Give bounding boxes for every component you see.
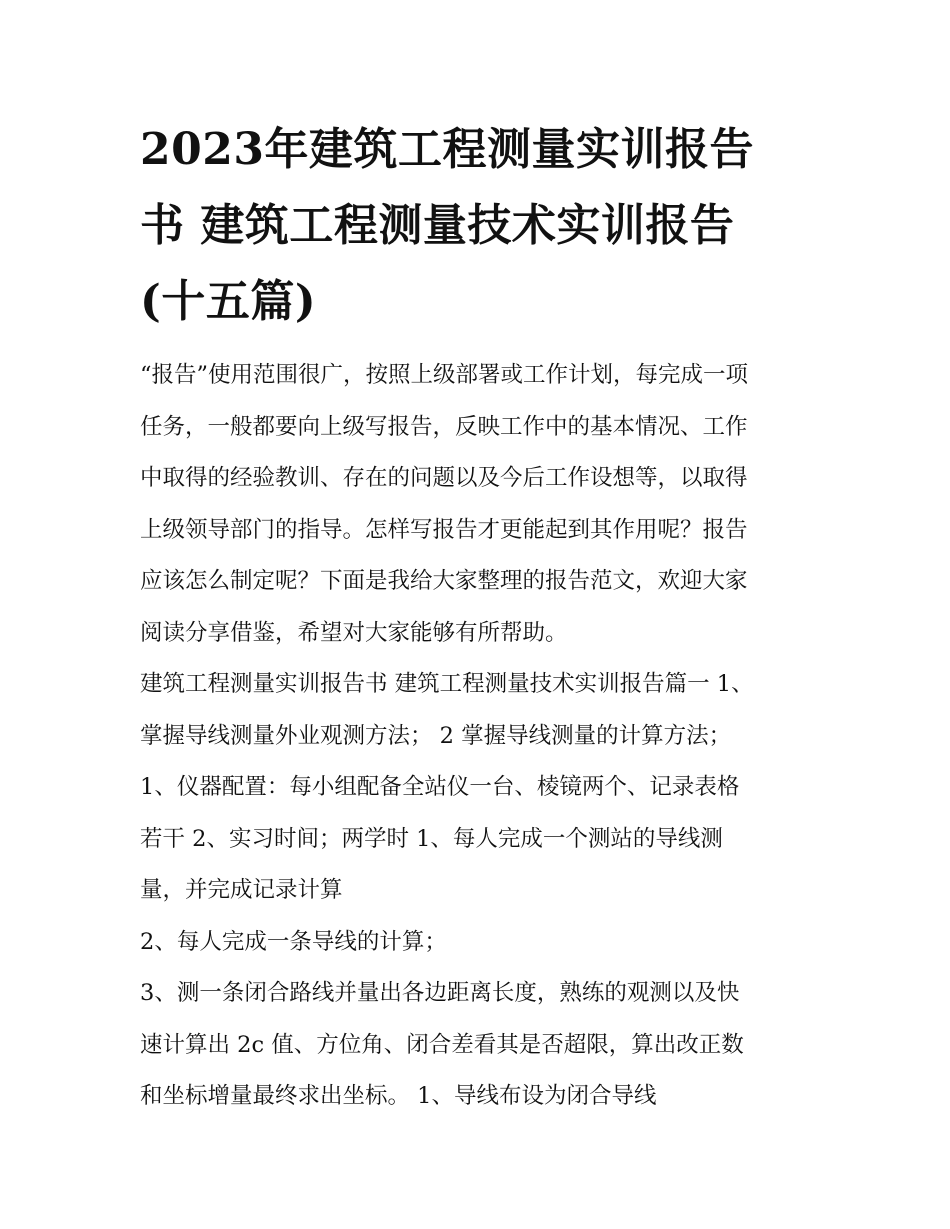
objectives-paragraph: [140, 659, 820, 762]
text-line: 和坐标增量最终求出坐标。 1、导线布设为闭合导线: [140, 1083, 657, 1109]
text-line: 任务，一般都要向上级写报告，反映工作中的基本情况、工作: [140, 413, 748, 440]
text-line: 阅读分享借鉴，希望对大家能够有所帮助。: [140, 619, 568, 646]
text-line: 3、测一条闭合路线并量出各边距离长度，熟练的观测以及快: [140, 980, 740, 1006]
text-line: 建筑工程测量实训报告书 建筑工程测量技术实训报告篇一 1、: [140, 671, 754, 697]
text-line: 1、仪器配置：每小组配备全站仪一台、棱镜两个、记录表格: [140, 774, 740, 800]
text-line: 2、每人完成一条导线的计算；: [140, 928, 447, 955]
text-line: 量，并完成记录计算: [140, 877, 343, 903]
text-line: 速计算出 2c 值、方位角、闭合差看其是否超限，算出改正数: [140, 1031, 744, 1058]
title-line: 书 建筑工程测量技术实训报告: [140, 200, 735, 251]
document-page: [140, 112, 820, 1123]
text-line: “报告”使用范围很广，按照上级部署或工作计划，每完成一项: [140, 362, 749, 388]
title-line: (十五篇): [140, 276, 317, 327]
task-3-paragraph: [140, 968, 820, 1123]
document-body: [140, 350, 820, 1123]
title-line: 2023年建筑工程测量实训报告: [140, 124, 754, 175]
equipment-paragraph: [140, 762, 820, 917]
intro-paragraph: [140, 350, 820, 659]
text-line: 掌握导线测量外业观测方法； 2 掌握导线测量的计算方法；: [140, 722, 732, 749]
text-line: 中取得的经验教训、存在的问题以及今后工作设想等，以取得: [140, 465, 748, 491]
text-line: 应该怎么制定呢？下面是我给大家整理的报告范文，欢迎大家: [140, 568, 748, 594]
document-title: [140, 112, 820, 340]
text-line: 上级领导部门的指导。怎样写报告才更能起到其作用呢？报告: [140, 516, 748, 543]
text-line: 若干 2、实习时间；两学时 1、每人完成一个测站的导线测: [140, 825, 723, 852]
task-2-paragraph: [140, 917, 820, 969]
